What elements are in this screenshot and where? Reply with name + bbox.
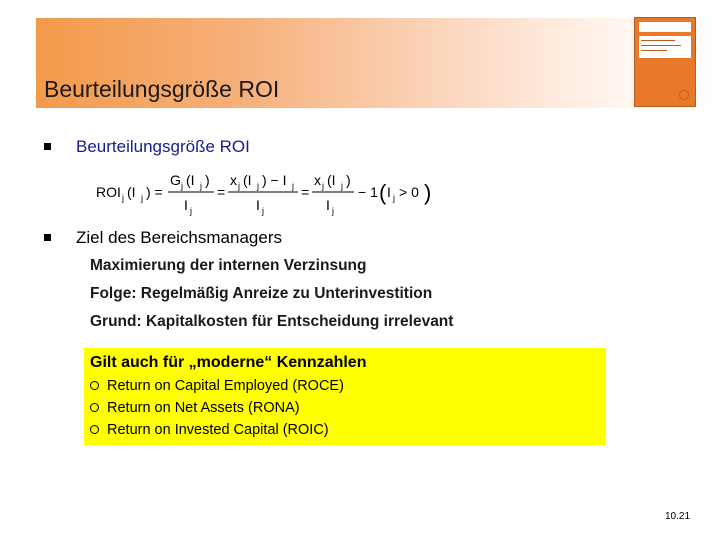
svg-text:j: j <box>257 181 259 191</box>
subitem-maximierung: Maximierung der internen Verzinsung <box>90 257 367 274</box>
bullet-square-icon <box>44 234 51 241</box>
page-title: Beurteilungsgröße ROI <box>44 76 280 102</box>
svg-text:ROI: ROI <box>96 184 121 200</box>
highlight-box <box>84 348 606 445</box>
page-number: 10.21 <box>665 511 691 522</box>
svg-text:(I: (I <box>327 172 336 188</box>
bullet-ziel: Ziel des Bereichsmanagers <box>76 228 282 247</box>
svg-text:=: = <box>301 184 310 200</box>
svg-text:) =: ) = <box>146 184 163 200</box>
circle-bullet-icon <box>90 403 99 412</box>
svg-text:j: j <box>262 206 264 216</box>
svg-text:) − I: ) − I <box>262 172 287 188</box>
circle-bullet-icon <box>90 381 99 390</box>
svg-text:j: j <box>332 206 334 216</box>
svg-text:(I: (I <box>243 172 252 188</box>
bullet-square-icon <box>44 143 51 150</box>
svg-text:I: I <box>256 197 260 213</box>
svg-text:j: j <box>238 181 240 191</box>
svg-text:I: I <box>387 184 391 200</box>
svg-text:(: ( <box>379 180 387 205</box>
svg-text:j: j <box>122 193 124 203</box>
bullet-roi: Beurteilungsgröße ROI <box>76 137 250 156</box>
svg-text:(I: (I <box>186 172 195 188</box>
svg-text:I: I <box>326 197 330 213</box>
book-cover-image <box>634 17 696 107</box>
svg-text:): ) <box>346 172 351 188</box>
svg-text:I: I <box>184 197 188 213</box>
subitem-grund: Grund: Kapitalkosten für Entscheidung irrelevant <box>90 313 454 330</box>
highlight-item: Return on Invested Capital (ROIC) <box>90 422 329 438</box>
svg-text:j: j <box>190 206 192 216</box>
svg-text:j: j <box>393 193 395 203</box>
svg-text:x: x <box>230 172 237 188</box>
svg-text:j: j <box>200 181 202 191</box>
roi-formula <box>96 166 436 218</box>
highlight-item: Return on Net Assets (RONA) <box>90 400 300 416</box>
svg-text:): ) <box>205 172 210 188</box>
svg-text:G: G <box>170 172 181 188</box>
svg-text:=: = <box>217 184 226 200</box>
svg-text:j: j <box>322 181 324 191</box>
svg-text:j: j <box>292 181 294 191</box>
circle-bullet-icon <box>90 425 99 434</box>
svg-text:j: j <box>141 193 143 203</box>
highlight-title: Gilt auch für „moderne“ Kennzahlen <box>90 354 367 371</box>
svg-text:− 1: − 1 <box>358 184 378 200</box>
svg-text:j: j <box>341 181 343 191</box>
svg-text:> 0: > 0 <box>399 184 419 200</box>
svg-text:): ) <box>424 180 432 205</box>
svg-text:j: j <box>181 181 183 191</box>
svg-text:(I: (I <box>127 184 136 200</box>
subitem-folge: Folge: Regelmäßig Anreize zu Unterinvestition <box>90 285 433 302</box>
svg-text:x: x <box>314 172 321 188</box>
highlight-item: Return on Capital Employed (ROCE) <box>90 378 344 394</box>
